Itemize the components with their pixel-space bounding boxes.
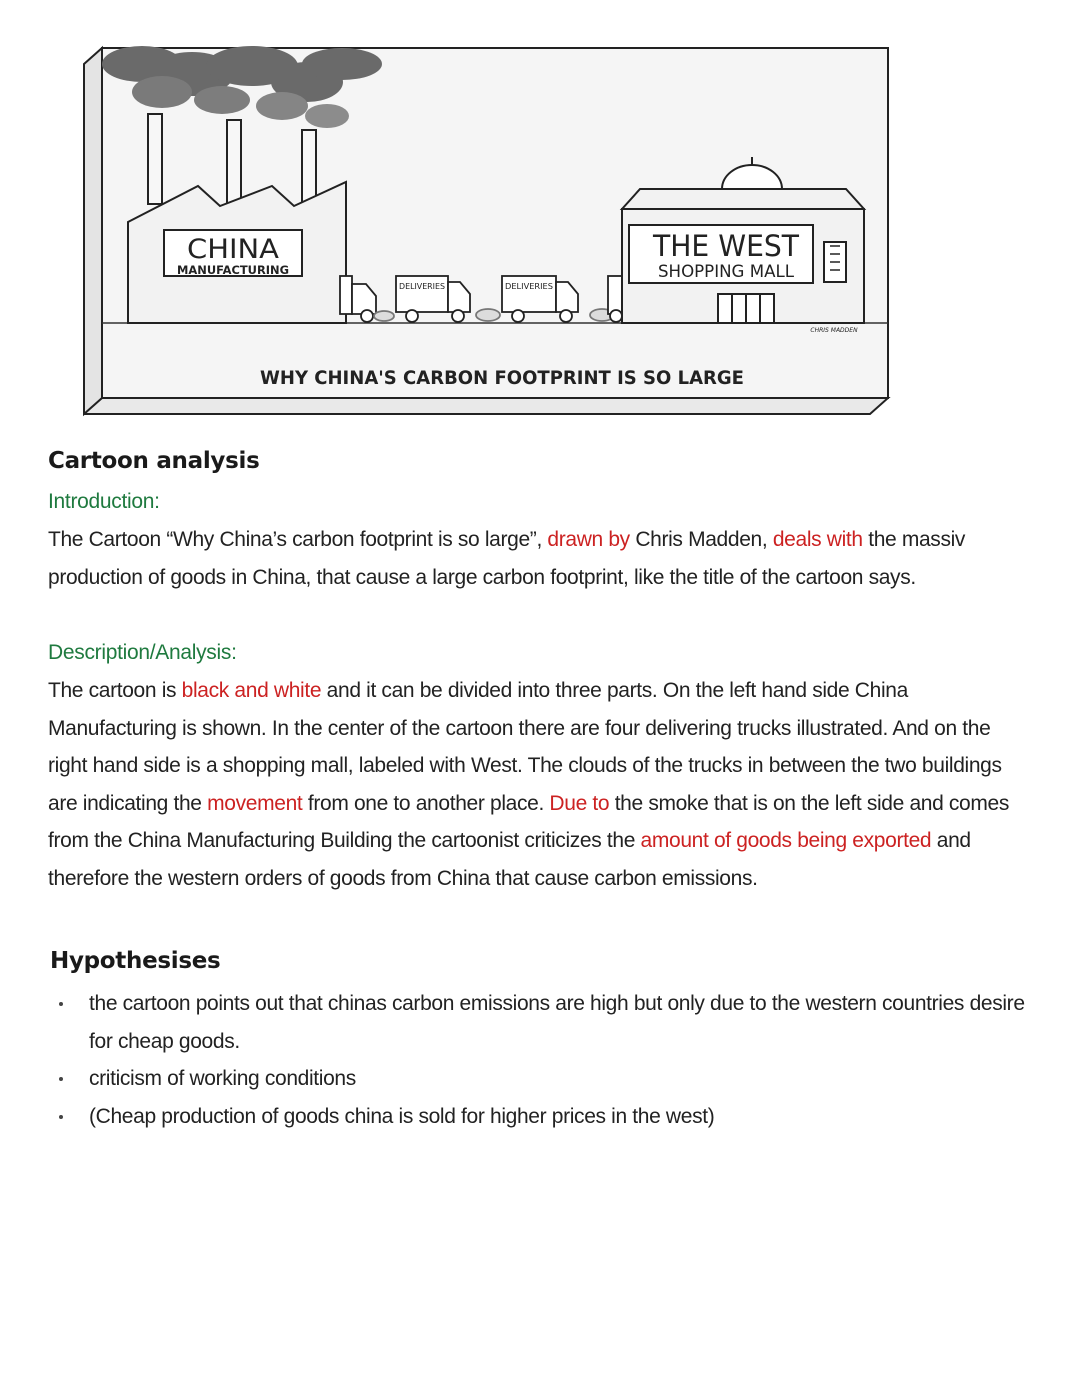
cartoon-illustration — [82, 44, 892, 418]
desc-text-4: the smoke that is on the left side and comes from the China Manufacturing Building the cartoonist criticizes the — [48, 791, 1010, 853]
hypothesis-text: criticism of working conditions — [89, 1067, 356, 1091]
desc-text-1: The cartoon is — [48, 679, 182, 702]
truck-2-label: DELIVERIES — [399, 282, 446, 291]
mall-label: SHOPPING MALL — [658, 262, 795, 282]
hypotheses-list — [48, 985, 1028, 1135]
china-label: CHINA — [187, 234, 280, 265]
desc-text-2: and it can be divided into three parts. On the left hand side China Manufacturing is shown. In the center of the cartoon there are four delivering trucks illustrated. And on the right hand side is a shopping mall, labeled with West. The clouds of the trucks in between the two buildings are indicating the — [48, 679, 1002, 815]
intro-highlight-deals-with: deals with — [772, 528, 863, 551]
bullet-icon — [59, 1077, 63, 1081]
desc-text-5: and therefore the western orders of goods from China that cause carbon emissions. — [48, 829, 971, 890]
hypotheses-heading: Hypothesises — [50, 948, 221, 974]
desc-text-3: from one to another place. — [302, 791, 550, 815]
hypothesis-text: (Cheap production of goods china is sold for higher prices in the west) — [89, 1104, 715, 1128]
delivery-truck-4 — [608, 276, 622, 322]
truck-3-label: DELIVERIES — [505, 282, 554, 291]
introduction-paragraph — [48, 521, 1033, 596]
intro-text-3: the massiv production of goods in China, that cause a large carbon footprint, like the title of the cartoon says. — [48, 528, 966, 589]
bullet-icon — [59, 1002, 63, 1006]
intro-text-2: Chris Madden, — [629, 528, 773, 551]
cartoon-caption: WHY CHINA'S CARBON FOOTPRINT IS SO LARGE — [260, 367, 744, 389]
introduction-label: Introduction: — [48, 490, 160, 513]
intro-text-1: The Cartoon “Why China’s carbon footprint is so large”, — [48, 528, 548, 551]
intro-highlight-drawn-by: drawn by — [547, 528, 630, 551]
west-label: THE WEST — [652, 229, 800, 263]
description-paragraph — [48, 672, 1033, 898]
hypothesis-item — [48, 1098, 1028, 1136]
hypothesis-item — [48, 985, 1028, 1060]
description-label: Description/Analysis: — [48, 641, 237, 664]
hypothesis-text: the cartoon points out that chinas carbon emissions are high but only due to the western countries desire for cheap goods. — [89, 992, 1025, 1053]
desc-highlight-black-white: black and white — [181, 679, 322, 702]
cartoon-analysis-heading: Cartoon analysis — [48, 448, 260, 474]
desc-highlight-due-to: Due to — [549, 791, 610, 815]
desc-highlight-goods-exported: amount of goods being exported — [640, 829, 932, 853]
manufacturing-label: MANUFACTURING — [177, 263, 289, 277]
hypothesis-item — [48, 1060, 1028, 1098]
cartoonist-signature: CHRIS MADDEN — [810, 327, 858, 334]
desc-highlight-movement: movement — [207, 791, 303, 815]
bullet-icon — [59, 1115, 63, 1119]
